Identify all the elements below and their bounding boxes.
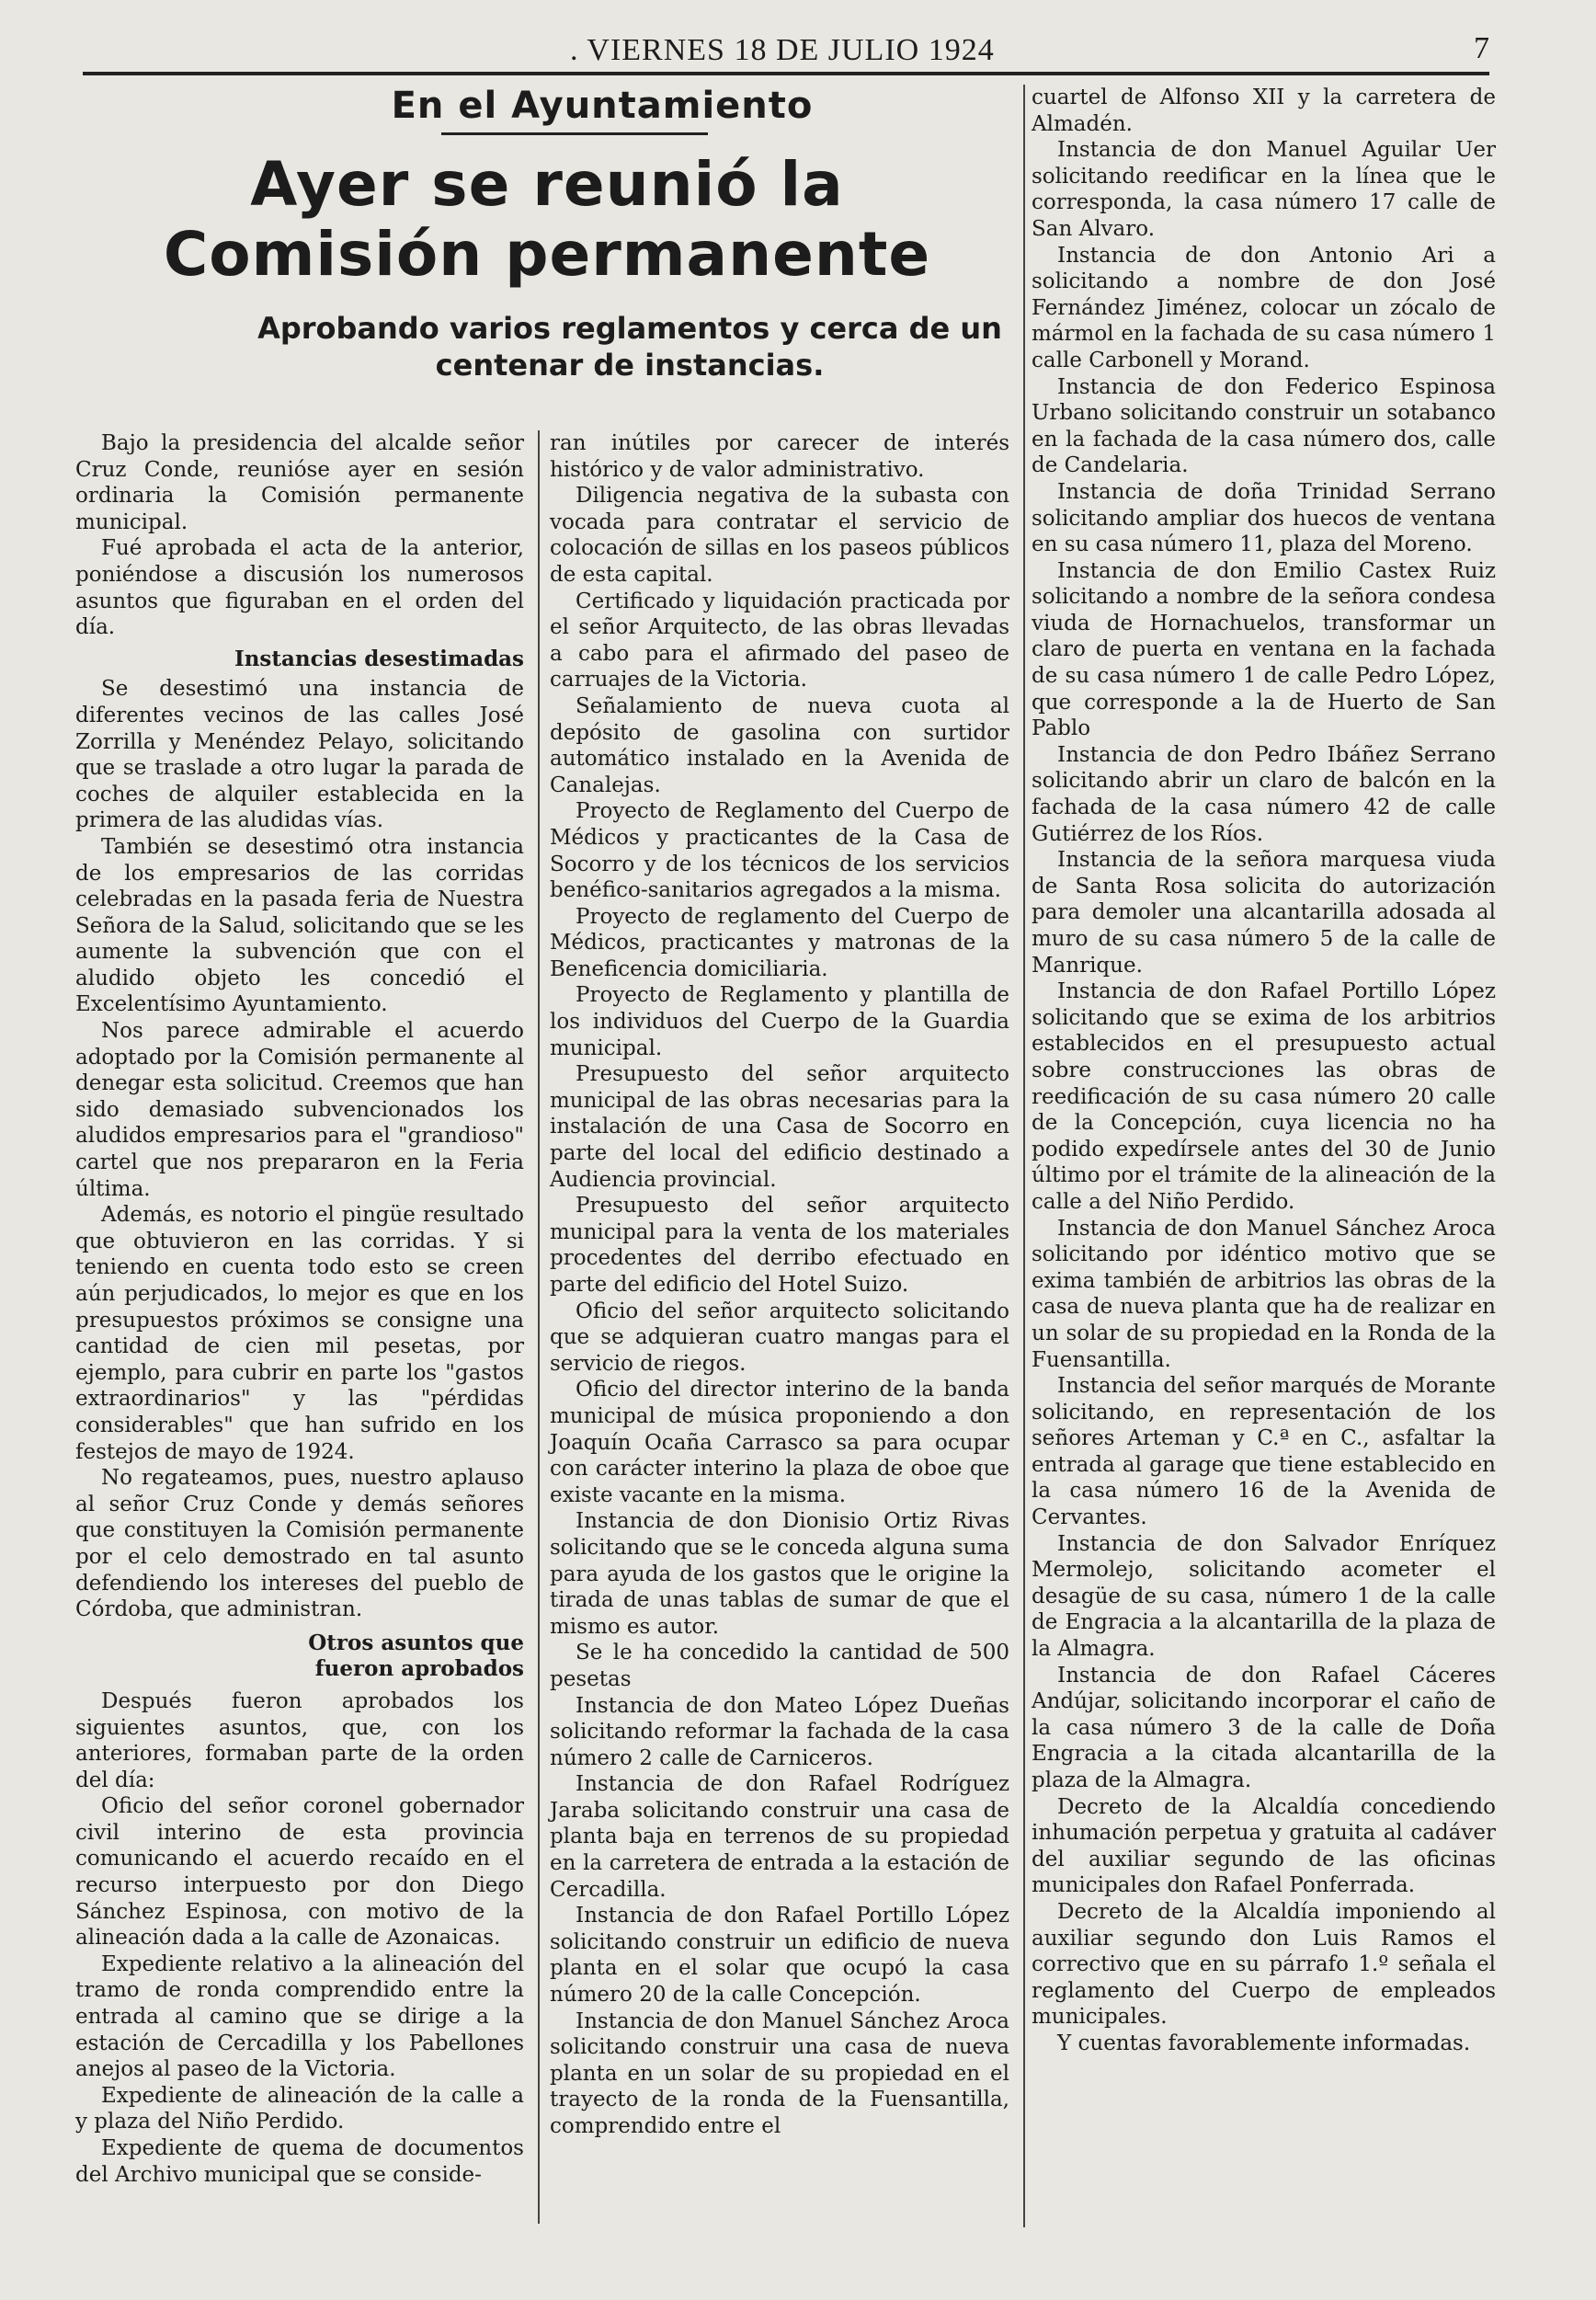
section-heading: En el Ayuntamiento: [391, 85, 814, 127]
subheading: Instancias desestimadas: [234, 646, 524, 671]
paragraph: Se le ha concedido la cantidad de 500 pesetas: [550, 1641, 1009, 1691]
paragraph: Instancia de don Rafael Portillo López solicitando construir un edificio de nueva planta en el solar que ocupó la casa número 20 de la calle Concepción.: [550, 1904, 1009, 2008]
paragraph: Se desestimó una instancia de diferentes vecinos de las calles José Zorrilla y Menéndez Pelayo, solicitando que se traslade a otro lugar la parada de coches de alquiler establecida en la primera de las aludidas vías.: [75, 677, 524, 833]
paragraph: Bajo la presidencia del alcalde señor Cruz Conde, reunióse ayer en sesión ordinaria la Comisión permanente municipal.: [75, 431, 524, 534]
page-number: 7: [1474, 31, 1489, 65]
column-1: [75, 430, 524, 2188]
subheading: Otros asuntos que: [308, 1630, 524, 1655]
section-rule: [441, 132, 708, 135]
paragraph: También se desestimó otra instancia de los empresarios de las corridas celebradas en la pasada feria de Nuestra Señora de la Salud, solicitando que se les aumente la subvención que con el aludido objeto les concedió el Excelentísimo Ayuntamiento.: [75, 834, 524, 1017]
paragraph: Instancia de la señora marquesa viuda de Santa Rosa solicita do autorización para demoler una alcantarilla adosada al muro de su casa número 5 de la calle de Manrique.: [1032, 848, 1496, 978]
column-separator: [538, 430, 540, 2224]
paragraph: Fué aprobada el acta de la anterior, poniéndose a discusión los numerosos asuntos que figuraban en el orden del día.: [75, 536, 524, 640]
paragraph: Y cuentas favorablemente informadas.: [1057, 2031, 1471, 2055]
paragraph: Instancia de don Pedro Ibáñez Serrano solicitando abrir un claro de balcón en la fachada de la casa número 42 de calle Gutiérrez de los Ríos.: [1032, 742, 1496, 846]
paragraph: Presupuesto del señor arquitecto municipal para la venta de los materiales procedentes del derribo efectuado en parte del edificio del Hotel Suizo.: [550, 1194, 1009, 1297]
paragraph: Además, es notorio el pingüe resultado que obtuvieron en las corridas. Y si teniendo en cuenta todo esto se creen aún perjudicados, lo mejor es que en los presupuestos próximos se consigne una cantidad de cien mil pesetas, por ejemplo, para cubrir en parte los "gastos extraordinarios" y las "pérdidas considerables" que han sufrido en los festejos de mayo de 1924.: [75, 1203, 524, 1464]
column-2: [550, 430, 1009, 2140]
issue-date: . VIERNES 18 DE JULIO 1924: [570, 33, 995, 67]
paragraph: Instancia de don Dionisio Ortiz Rivas solicitando que se le conceda alguna suma para ayuda de los gastos que le origine la tirada de unas tablas de sumar de que el mismo es autor.: [550, 1509, 1009, 1639]
paragraph: Decreto de la Alcaldía concediendo inhumación perpetua y gratuita al cadáver del auxiliar segundo de las oficinas municipales don Rafael Ponferrada.: [1032, 1794, 1496, 1898]
paragraph: Instancia de don Antonio Ari a solicitando a nombre de don José Fernández Jiménez, colocar un zócalo de mármol en la fachada de su casa número 1 calle Carbonell y Morand.: [1032, 243, 1496, 372]
paragraph: Instancia del señor marqués de Morante solicitando, en representación de los señores Arteman y C.ª en C., asfaltar la entrada al garage que tiene establecido en la casa número 16 de la Avenida de Cervantes.: [1032, 1374, 1496, 1530]
paragraph: cuartel de Alfonso XII y la carretera de Almadén.: [1032, 86, 1496, 136]
paragraph: Oficio del señor arquitecto solicitando que se adquieran cuatro mangas para el servicio de riegos.: [550, 1299, 1009, 1376]
paragraph: Instancia de don Manuel Sánchez Aroca solicitando construir una casa de nueva planta en un solar de su propiedad en el trayecto de la ronda de la Fuensantilla, comprendido entre el: [550, 2008, 1009, 2138]
paragraph: Proyecto de reglamento del Cuerpo de Médicos, practicantes y matronas de la Beneficencia domiciliaria.: [550, 904, 1009, 981]
paragraph: Expediente de alineación de la calle a y plaza del Niño Perdido.: [75, 2083, 524, 2134]
paragraph: Instancia de don Rafael Cáceres Andújar, solicitando incorporar el caño de la casa número 3 de la calle de Doña Engracia a la citada alcantarilla de la plaza de la Almagra.: [1032, 1663, 1496, 1792]
paragraph: Después fueron aprobados los siguientes asuntos, que, con los anteriores, formaban parte de la orden del día:: [75, 1688, 524, 1792]
article-subtitle: Aprobando varios reglamentos y cerca de un centenar de instancias.: [257, 311, 1002, 383]
paragraph: Instancia de don Rafael Portillo López solicitando que se exima de los arbitrios establecidos en el presupuesto actual sobre construcciones las obras de reedificación de su casa número 20 calle de la Concepción, cuya licencia no ha podido expedírsele antes del 30 de Junio último por el trámite de la alineación de la calle a del Niño Perdido.: [1032, 979, 1496, 1214]
paragraph: Señalamiento de nueva cuota al depósito de gasolina con surtidor automático instalado en la Avenida de Canalejas.: [550, 693, 1009, 797]
paragraph: ran inútiles por carecer de interés histórico y de valor administrativo.: [550, 431, 1009, 482]
subheading: fueron aprobados: [314, 1656, 524, 1682]
paragraph: Nos parece admirable el acuerdo adoptado por la Comisión permanente al denegar esta solicitud. Creemos que han sido demasiado subvencionados los aludidos empresarios para el "grandioso" cartel que nos prepararon en la Feria última.: [75, 1019, 524, 1201]
paragraph: Instancia de don Emilio Castex Ruiz solicitando a nombre de la señora condesa viuda de Hornachuelos, transformar un claro de puerta en ventana en la fachada de su casa número 1 de calle Pedro López, que corresponde a la de Huerto de San Pablo: [1032, 558, 1496, 741]
paragraph: Instancia de don Mateo López Dueñas solicitando reformar la fachada de la casa número 2 calle de Carniceros.: [550, 1693, 1009, 1770]
paragraph: Instancia de don Manuel Sánchez Aroca solicitando por idéntico motivo que se exima también de arbitrios las obras de la casa de nueva planta que ha de realizar en un solar de su propiedad en la Ronda de la Fuensantilla.: [1032, 1216, 1496, 1372]
paragraph: Diligencia negativa de la subasta con vocada para contratar el servicio de colocación de sillas en los paseos públicos de esta capital.: [550, 484, 1009, 587]
headline-block: [87, 85, 1007, 383]
article-title: Ayer se reunió la Comisión permanente: [163, 149, 931, 290]
paragraph: Instancia de don Federico Espinosa Urbano solicitando construir un sotabanco en la fachada de la casa número dos, calle de Candelaria.: [1032, 374, 1496, 478]
paragraph: Instancia de don Rafael Rodríguez Jaraba solicitando construir una casa de planta baja en terrenos de su propiedad en la carretera de entrada a la estación de Cercadilla.: [550, 1772, 1009, 1902]
column-separator: [1023, 85, 1025, 2227]
paragraph: Oficio del señor coronel gobernador civil interino de esta provincia comunicando el acuerdo recaído en el recurso interpuesto por don Diego Sánchez Espinosa, con motivo de la alineación dada a la calle de Azonaicas.: [75, 1794, 524, 1951]
paragraph: No regateamos, pues, nuestro aplauso al señor Cruz Conde y demás señores que constituyen la Comisión permanente por el celo demostrado en tal asunto defendiendo los intereses del pueblo de Córdoba, que administran.: [75, 1466, 524, 1622]
paragraph: Expediente de quema de documentos del Archivo municipal que se conside-: [75, 2136, 524, 2187]
paragraph: Proyecto de Reglamento y plantilla de los individuos del Cuerpo de la Guardia municipal.: [550, 983, 1009, 1060]
column-3: [1032, 85, 1496, 2057]
paragraph: Oficio del director interino de la banda municipal de música proponiendo a don Joaquín Ocaña Carrasco sa para ocupar con carácter interino la plaza de oboe que existe vacante en la misma.: [550, 1378, 1009, 1507]
paragraph: Certificado y liquidación practicada por el señor Arquitecto, de las obras llevadas a cabo para el afirmado del paseo de carruajes de la Victoria.: [550, 589, 1009, 692]
paragraph: Instancia de doña Trinidad Serrano solicitando ampliar dos huecos de ventana en su casa número 11, plaza del Moreno.: [1032, 479, 1496, 557]
paragraph: Decreto de la Alcaldía imponiendo al auxiliar segundo don Luis Ramos el correctivo que en su párrafo 1.º señala el reglamento del Cuerpo de empleados municipales.: [1032, 1899, 1496, 2030]
paragraph: Presupuesto del señor arquitecto municipal de las obras necesarias para la instalación de una Casa de Socorro en parte del local del edificio destinado a Audiencia provincial.: [550, 1062, 1009, 1192]
top-rule: [83, 72, 1489, 75]
paragraph: Instancia de don Salvador Enríquez Mermolejo, solicitando acometer el desagüe de su casa, número 1 de la calle de Engracia a la alcantarilla de la plaza de la Almagra.: [1032, 1531, 1496, 1662]
paragraph: Instancia de don Manuel Aguilar Uer solicitando reedificar en la línea que le corresponda, la casa número 17 calle de San Alvaro.: [1032, 138, 1496, 241]
masthead: [83, 28, 1489, 74]
paragraph: Expediente relativo a la alineación del tramo de ronda comprendido entre la entrada al camino que se dirige a la estación de Cercadilla y los Pabellones anejos al paseo de la Victoria.: [75, 1951, 524, 2082]
paragraph: Proyecto de Reglamento del Cuerpo de Médicos y practicantes de la Casa de Socorro y de los técnicos de los servicios benéfico-sanitarios agregados a la misma.: [550, 799, 1009, 903]
